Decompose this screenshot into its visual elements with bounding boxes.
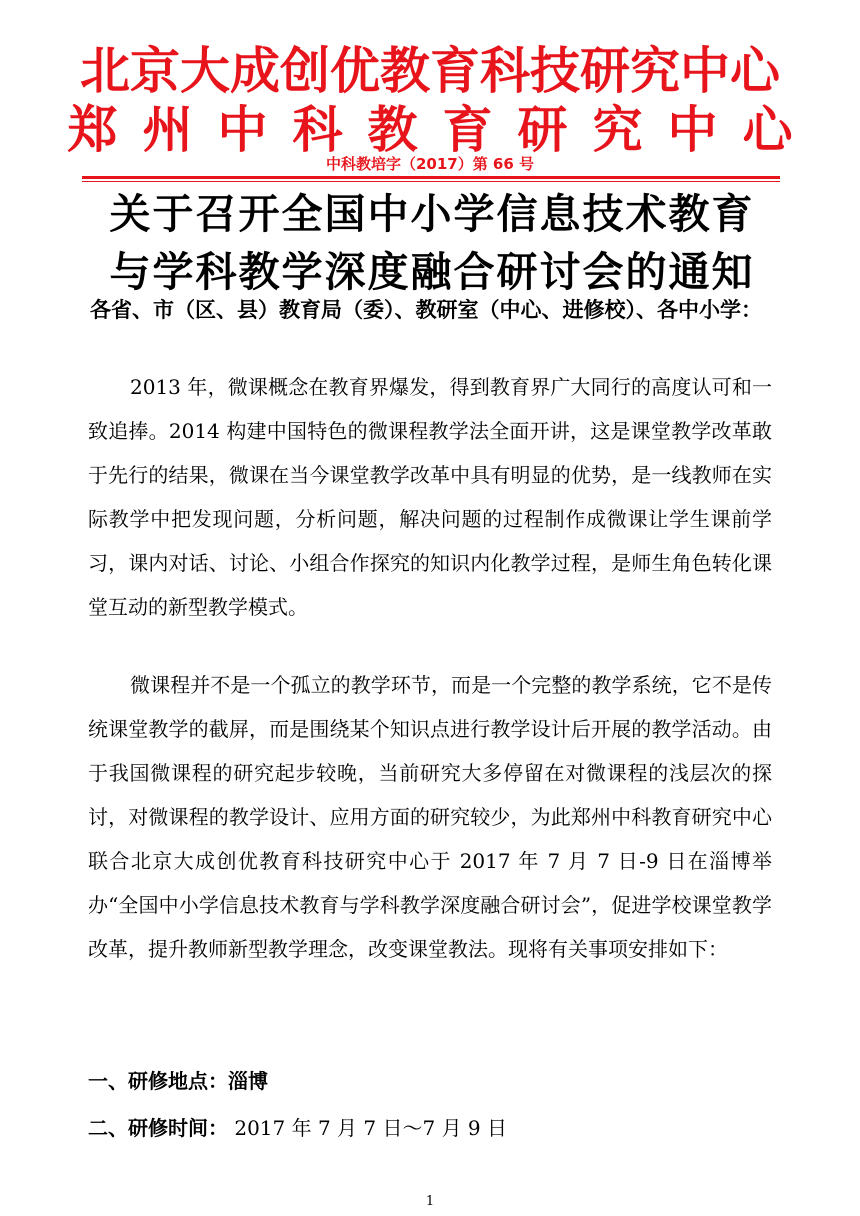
header-divider-thin [82,181,780,182]
organizer-name-2: 郑州中科教育研究中心 [67,101,818,159]
notice-title-line-2: 与学科教学深度融合研讨会的通知 [109,248,755,296]
page-number: 1 [425,1194,435,1209]
addressee: 各省、市（区、县）教育局（委）、教研室（中心、进修校）、各中小学： [90,298,762,322]
item-location-label: 一、研修地点： [88,1069,228,1093]
body-paragraph-1: 2013 年，微课概念在教育界爆发，得到教育界广大同行的高度认可和一致追捧。2014 构建中国特色的微课程教学法全面开讲，这是课堂教学改革敢于先行的结果，微课在当今课堂教学改革中具有明显的优势，是一线教师在实际教学中把发现问题，分析问题，解决问题的过程制作成微课让学生课前学习，课内对话、讨论、小组合作探究的知识内化教学过程，是师生角色转化课堂互动的新型教学模式。 [88,375,772,619]
notice-title-line-1: 关于召开全国中小学信息技术教育 [109,190,755,238]
item-time-value: 2017 年 7 月 7 日～7 月 9 日 [228,1116,508,1140]
item-time [88,1113,507,1143]
item-location-value: 淄博 [228,1069,268,1093]
organizer-name-1: 北京大成创优教育科技研究中心 [80,42,780,100]
header-divider-thick [82,176,780,179]
document-number: 中科教培字（2017）第 66 号 [325,155,535,173]
body-paragraph-2: 微课程并不是一个孤立的教学环节，而是一个完整的教学系统，它不是传统课堂教学的截屏，而是围绕某个知识点进行教学设计后开展的教学活动。由于我国微课程的研究起步较晚，当前研究大多停留在对微课程的浅层次的探讨，对微课程的教学设计、应用方面的研究较少，为此郑州中科教育研究中心联合北京大成创优教育科技研究中心于 2017 年 7 月 7 日-9 日在淄博举办“全国中小学信息技术教育与学科教学深度融合研讨会”，促进学校课堂教学改革，提升教师新型教学理念，改变课堂教法。现将有关事项安排如下： [88,673,772,961]
item-time-label: 二、研修时间： [88,1116,228,1140]
item-location [88,1066,268,1096]
